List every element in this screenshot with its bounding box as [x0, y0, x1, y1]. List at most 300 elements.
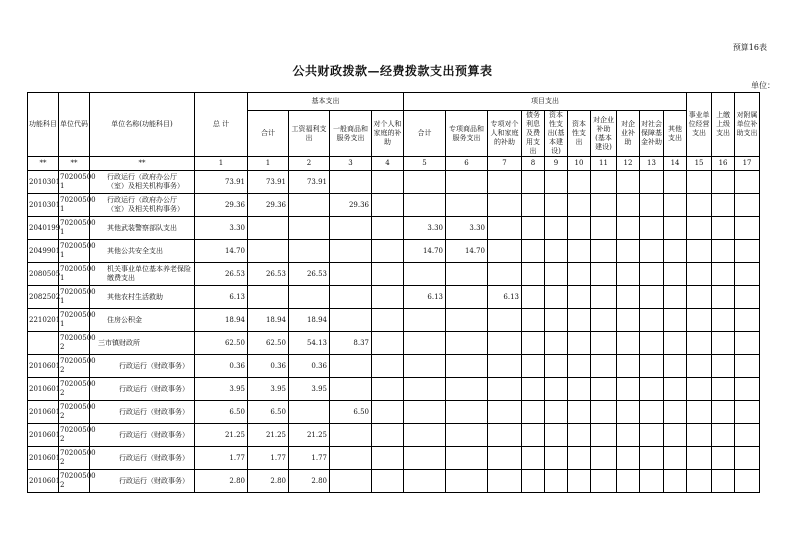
empty-cell: [664, 263, 687, 286]
project-subsidy-cell: [488, 309, 522, 332]
unit-name-cell: 行政运行（财政事务）: [90, 447, 195, 470]
header-basic-total: 合计: [248, 111, 289, 157]
empty-cell: [735, 217, 760, 240]
empty-cell: [591, 171, 617, 194]
empty-cell: [735, 332, 760, 355]
goods-cell: [330, 424, 372, 447]
empty-cell: [735, 240, 760, 263]
total-cell: 3.95: [195, 378, 248, 401]
wages-cell: 26.53: [289, 263, 330, 286]
empty-cell: [522, 470, 545, 493]
goods-cell: 8.37: [330, 332, 372, 355]
table-row: [28, 470, 760, 493]
empty-cell: [568, 424, 591, 447]
subsidy-personal-cell: [372, 217, 404, 240]
wages-cell: 0.36: [289, 355, 330, 378]
empty-cell: [712, 378, 735, 401]
header-proj-subsidy: 专项对个人和家庭的补助: [488, 111, 522, 157]
func-code-cell: [28, 332, 59, 355]
empty-cell: [522, 447, 545, 470]
empty-cell: [712, 309, 735, 332]
empty-cell: [522, 378, 545, 401]
empty-cell: [735, 355, 760, 378]
empty-cell: [522, 309, 545, 332]
project-total-cell: [404, 378, 446, 401]
empty-cell: [687, 424, 712, 447]
empty-cell: [568, 378, 591, 401]
empty-cell: [735, 378, 760, 401]
func-code-cell: 2010601: [28, 447, 59, 470]
empty-cell: [522, 194, 545, 217]
empty-cell: [640, 424, 664, 447]
empty-cell: [687, 470, 712, 493]
empty-cell: [591, 470, 617, 493]
table-row: [28, 171, 760, 194]
empty-cell: [591, 355, 617, 378]
total-cell: 3.30: [195, 217, 248, 240]
empty-cell: [545, 194, 568, 217]
empty-cell: [617, 355, 640, 378]
header-affiliated: 对附属单位补助支出: [735, 93, 760, 157]
empty-cell: [617, 194, 640, 217]
table-row: [28, 240, 760, 263]
table-row: [28, 355, 760, 378]
project-total-cell: [404, 263, 446, 286]
total-cell: 6.13: [195, 286, 248, 309]
wages-cell: [289, 217, 330, 240]
empty-cell: [545, 171, 568, 194]
project-goods-cell: 3.30: [446, 217, 488, 240]
empty-cell: [522, 217, 545, 240]
wages-cell: 18.94: [289, 309, 330, 332]
total-cell: 62.50: [195, 332, 248, 355]
column-index-cell: 13: [640, 157, 664, 171]
header-other: 其他支出: [664, 111, 687, 157]
table-row: [28, 424, 760, 447]
empty-cell: [640, 286, 664, 309]
empty-cell: [664, 401, 687, 424]
empty-cell: [664, 355, 687, 378]
empty-cell: [617, 470, 640, 493]
column-index-cell: 6: [446, 157, 488, 171]
func-code-cell: 2010301: [28, 171, 59, 194]
project-goods-cell: [446, 424, 488, 447]
empty-cell: [522, 240, 545, 263]
empty-cell: [591, 447, 617, 470]
unit-code-cell: 70200500 1: [59, 286, 90, 309]
empty-cell: [545, 447, 568, 470]
empty-cell: [617, 263, 640, 286]
header-capital: 资本性支出: [568, 111, 591, 157]
empty-cell: [664, 332, 687, 355]
empty-cell: [568, 217, 591, 240]
empty-cell: [568, 263, 591, 286]
basic-total-cell: 29.36: [248, 194, 289, 217]
total-cell: 14.70: [195, 240, 248, 263]
column-index-cell: 5: [404, 157, 446, 171]
empty-cell: [640, 355, 664, 378]
subsidy-personal-cell: [372, 309, 404, 332]
empty-cell: [545, 286, 568, 309]
empty-cell: [735, 470, 760, 493]
empty-cell: [522, 286, 545, 309]
empty-cell: [640, 194, 664, 217]
empty-cell: [522, 401, 545, 424]
empty-cell: [664, 447, 687, 470]
total-cell: 0.36: [195, 355, 248, 378]
total-cell: 18.94: [195, 309, 248, 332]
column-index-cell: **: [59, 157, 90, 171]
empty-cell: [545, 217, 568, 240]
empty-cell: [617, 401, 640, 424]
header-proj-goods: 专项商品和服务支出: [446, 111, 488, 157]
empty-cell: [568, 355, 591, 378]
empty-cell: [591, 194, 617, 217]
empty-cell: [664, 424, 687, 447]
func-code-cell: 2010601: [28, 355, 59, 378]
empty-cell: [591, 424, 617, 447]
empty-cell: [640, 332, 664, 355]
subsidy-personal-cell: [372, 378, 404, 401]
empty-cell: [664, 240, 687, 263]
empty-cell: [591, 286, 617, 309]
subsidy-personal-cell: [372, 332, 404, 355]
unit-name-cell: 行政运行（财政事务）: [90, 401, 195, 424]
project-total-cell: 6.13: [404, 286, 446, 309]
basic-total-cell: 21.25: [248, 424, 289, 447]
unit-code-cell: 70200500 1: [59, 171, 90, 194]
empty-cell: [664, 217, 687, 240]
header-unit-code: 单位代码: [59, 93, 90, 157]
empty-cell: [522, 424, 545, 447]
table-row: [28, 401, 760, 424]
empty-cell: [687, 309, 712, 332]
project-total-cell: [404, 470, 446, 493]
empty-cell: [591, 378, 617, 401]
wages-cell: [289, 240, 330, 263]
unit-code-cell: 70200500 2: [59, 401, 90, 424]
project-goods-cell: [446, 194, 488, 217]
project-goods-cell: 14.70: [446, 240, 488, 263]
project-goods-cell: [446, 332, 488, 355]
subsidy-personal-cell: [372, 355, 404, 378]
empty-cell: [568, 171, 591, 194]
empty-cell: [568, 401, 591, 424]
project-subsidy-cell: [488, 263, 522, 286]
header-func-subject: 功能科目: [28, 93, 59, 157]
header-subsidy-personal: 对个人和家庭的补助: [372, 111, 404, 157]
empty-cell: [640, 217, 664, 240]
empty-cell: [617, 447, 640, 470]
unit-name-cell: 其他公共安全支出: [90, 240, 195, 263]
empty-cell: [664, 470, 687, 493]
project-subsidy-cell: [488, 171, 522, 194]
empty-cell: [591, 401, 617, 424]
subsidy-personal-cell: [372, 447, 404, 470]
empty-cell: [568, 240, 591, 263]
basic-total-cell: 18.94: [248, 309, 289, 332]
basic-total-cell: 3.95: [248, 378, 289, 401]
empty-cell: [617, 217, 640, 240]
project-goods-cell: [446, 309, 488, 332]
header-capital-basic: 资本性支出(基本建设): [545, 111, 568, 157]
wages-cell: 73.91: [289, 171, 330, 194]
column-index-cell: 14: [664, 157, 687, 171]
header-basic-group: 基本支出: [248, 93, 404, 111]
empty-cell: [712, 424, 735, 447]
wages-cell: 3.95: [289, 378, 330, 401]
column-index-cell: 11: [591, 157, 617, 171]
table-row: [28, 286, 760, 309]
empty-cell: [735, 309, 760, 332]
func-code-cell: 2010601: [28, 424, 59, 447]
empty-cell: [735, 424, 760, 447]
goods-cell: [330, 217, 372, 240]
page-title: 公共财政拨款—经费拨款支出预算表: [292, 64, 493, 78]
table-row: [28, 194, 760, 217]
goods-cell: [330, 263, 372, 286]
empty-cell: [712, 286, 735, 309]
unit-name-cell: 行政运行（财政事务）: [90, 470, 195, 493]
empty-cell: [640, 171, 664, 194]
unit-name-cell: 行政运行（政府办公厅（室）及相关机构事务）: [90, 194, 195, 217]
wages-cell: 54.13: [289, 332, 330, 355]
empty-cell: [617, 332, 640, 355]
empty-cell: [712, 470, 735, 493]
table-row: [28, 309, 760, 332]
empty-cell: [735, 171, 760, 194]
empty-cell: [545, 355, 568, 378]
empty-cell: [568, 194, 591, 217]
unit-name-cell: 三市镇财政所: [90, 332, 195, 355]
total-cell: 73.91: [195, 171, 248, 194]
empty-cell: [617, 171, 640, 194]
column-index-cell: 17: [735, 157, 760, 171]
table-row: [28, 447, 760, 470]
empty-cell: [617, 378, 640, 401]
func-code-cell: 2010601: [28, 401, 59, 424]
empty-cell: [545, 263, 568, 286]
unit-name-cell: 住房公积金: [90, 309, 195, 332]
unit-code-cell: 70200500 1: [59, 194, 90, 217]
project-subsidy-cell: [488, 447, 522, 470]
empty-cell: [545, 240, 568, 263]
empty-cell: [522, 171, 545, 194]
table-row: [28, 332, 760, 355]
header-project-group: 项目支出: [404, 93, 687, 111]
empty-cell: [640, 263, 664, 286]
basic-total-cell: 6.50: [248, 401, 289, 424]
header-row-1: [28, 93, 760, 111]
project-subsidy-cell: [488, 217, 522, 240]
empty-cell: [591, 217, 617, 240]
empty-cell: [545, 332, 568, 355]
basic-total-cell: 1.77: [248, 447, 289, 470]
empty-cell: [664, 171, 687, 194]
total-cell: 1.77: [195, 447, 248, 470]
goods-cell: [330, 309, 372, 332]
goods-cell: [330, 240, 372, 263]
basic-total-cell: 26.53: [248, 263, 289, 286]
func-code-cell: 2210201: [28, 309, 59, 332]
empty-cell: [640, 378, 664, 401]
empty-cell: [640, 240, 664, 263]
project-subsidy-cell: [488, 470, 522, 493]
column-index-cell: 3: [330, 157, 372, 171]
empty-cell: [640, 470, 664, 493]
unit-name-cell: 其他武装警察部队支出: [90, 217, 195, 240]
wages-cell: 21.25: [289, 424, 330, 447]
table-row: [28, 263, 760, 286]
empty-cell: [568, 309, 591, 332]
unit-name-cell: 行政运行（财政事务）: [90, 424, 195, 447]
empty-cell: [591, 240, 617, 263]
project-total-cell: [404, 355, 446, 378]
func-code-cell: 2080505: [28, 263, 59, 286]
wages-cell: 2.80: [289, 470, 330, 493]
project-subsidy-cell: [488, 332, 522, 355]
unit-code-cell: 70200500 2: [59, 355, 90, 378]
empty-cell: [522, 355, 545, 378]
unit-name-cell: 行政运行（财政事务）: [90, 378, 195, 401]
empty-cell: [591, 309, 617, 332]
empty-cell: [687, 240, 712, 263]
empty-cell: [545, 424, 568, 447]
empty-cell: [735, 194, 760, 217]
empty-cell: [568, 332, 591, 355]
empty-cell: [712, 240, 735, 263]
total-cell: 26.53: [195, 263, 248, 286]
project-total-cell: 14.70: [404, 240, 446, 263]
basic-total-cell: 2.80: [248, 470, 289, 493]
goods-cell: [330, 470, 372, 493]
project-subsidy-cell: [488, 240, 522, 263]
func-code-cell: 2010301: [28, 194, 59, 217]
wages-cell: 1.77: [289, 447, 330, 470]
empty-cell: [687, 194, 712, 217]
goods-cell: 6.50: [330, 401, 372, 424]
empty-cell: [522, 263, 545, 286]
unit-code-cell: 70200500 1: [59, 240, 90, 263]
empty-cell: [712, 263, 735, 286]
func-code-cell: 2040199: [28, 217, 59, 240]
empty-cell: [712, 217, 735, 240]
project-subsidy-cell: [488, 378, 522, 401]
project-goods-cell: [446, 286, 488, 309]
unit-name-cell: 行政运行（政府办公厅（室）及相关机构事务）: [90, 171, 195, 194]
subsidy-personal-cell: [372, 424, 404, 447]
unit-code-cell: 70200500 1: [59, 263, 90, 286]
unit-code-cell: 70200500 2: [59, 378, 90, 401]
project-subsidy-cell: [488, 424, 522, 447]
wages-cell: [289, 286, 330, 309]
column-index-cell: 2: [289, 157, 330, 171]
empty-cell: [591, 263, 617, 286]
table-row: [28, 217, 760, 240]
column-index-row: [28, 157, 760, 171]
header-goods: 一般商品和服务支出: [330, 111, 372, 157]
project-goods-cell: [446, 171, 488, 194]
empty-cell: [687, 355, 712, 378]
empty-cell: [664, 309, 687, 332]
empty-cell: [545, 401, 568, 424]
empty-cell: [712, 447, 735, 470]
empty-cell: [617, 309, 640, 332]
empty-cell: [687, 447, 712, 470]
unit-code-cell: 70200500 2: [59, 470, 90, 493]
unit-name-cell: 行政运行（财政事务）: [90, 355, 195, 378]
goods-cell: [330, 447, 372, 470]
empty-cell: [617, 424, 640, 447]
empty-cell: [591, 332, 617, 355]
subsidy-personal-cell: [372, 171, 404, 194]
subsidy-personal-cell: [372, 401, 404, 424]
project-goods-cell: [446, 378, 488, 401]
column-index-cell: 16: [712, 157, 735, 171]
empty-cell: [735, 286, 760, 309]
basic-total-cell: 62.50: [248, 332, 289, 355]
empty-cell: [687, 286, 712, 309]
empty-cell: [617, 240, 640, 263]
func-code-cell: 2010601: [28, 470, 59, 493]
header-enterprise-sub: 对企业补助: [617, 111, 640, 157]
header-debt: 债务利息及费用支出: [522, 111, 545, 157]
project-total-cell: [404, 171, 446, 194]
total-cell: 6.50: [195, 401, 248, 424]
header-public-inst: 事业单位经营支出: [687, 93, 712, 157]
unit-code-cell: 70200500 2: [59, 424, 90, 447]
project-total-cell: [404, 447, 446, 470]
column-index-cell: 1: [248, 157, 289, 171]
wages-cell: [289, 401, 330, 424]
column-index-cell: **: [90, 157, 195, 171]
empty-cell: [568, 447, 591, 470]
header-unit-name: 单位名称(功能科目): [90, 93, 195, 157]
wages-cell: [289, 194, 330, 217]
header-enterprise-capital: 对企业补助(基本建设): [591, 111, 617, 157]
total-cell: 21.25: [195, 424, 248, 447]
goods-cell: [330, 286, 372, 309]
column-index-cell: 8: [522, 157, 545, 171]
unit-name-cell: 其他农村生活救助: [90, 286, 195, 309]
project-total-cell: 3.30: [404, 217, 446, 240]
project-total-cell: [404, 309, 446, 332]
goods-cell: 29.36: [330, 194, 372, 217]
header-proj-total: 合计: [404, 111, 446, 157]
basic-total-cell: [248, 286, 289, 309]
unit-name-cell: 机关事业单位基本养老保险缴费支出: [90, 263, 195, 286]
project-subsidy-cell: [488, 355, 522, 378]
table-row: [28, 378, 760, 401]
column-index-cell: 1: [195, 157, 248, 171]
header-pay-upper: 上缴上级支出: [712, 93, 735, 157]
empty-cell: [664, 378, 687, 401]
unit-code-cell: 70200500 2: [59, 447, 90, 470]
goods-cell: [330, 378, 372, 401]
empty-cell: [545, 309, 568, 332]
empty-cell: [712, 171, 735, 194]
column-index-cell: 10: [568, 157, 591, 171]
empty-cell: [712, 332, 735, 355]
empty-cell: [687, 217, 712, 240]
goods-cell: [330, 355, 372, 378]
header-wages: 工资福利支出: [289, 111, 330, 157]
empty-cell: [640, 447, 664, 470]
goods-cell: [330, 171, 372, 194]
func-code-cell: 2082502: [28, 286, 59, 309]
subsidy-personal-cell: [372, 263, 404, 286]
unit-code-cell: 70200500 2: [59, 332, 90, 355]
